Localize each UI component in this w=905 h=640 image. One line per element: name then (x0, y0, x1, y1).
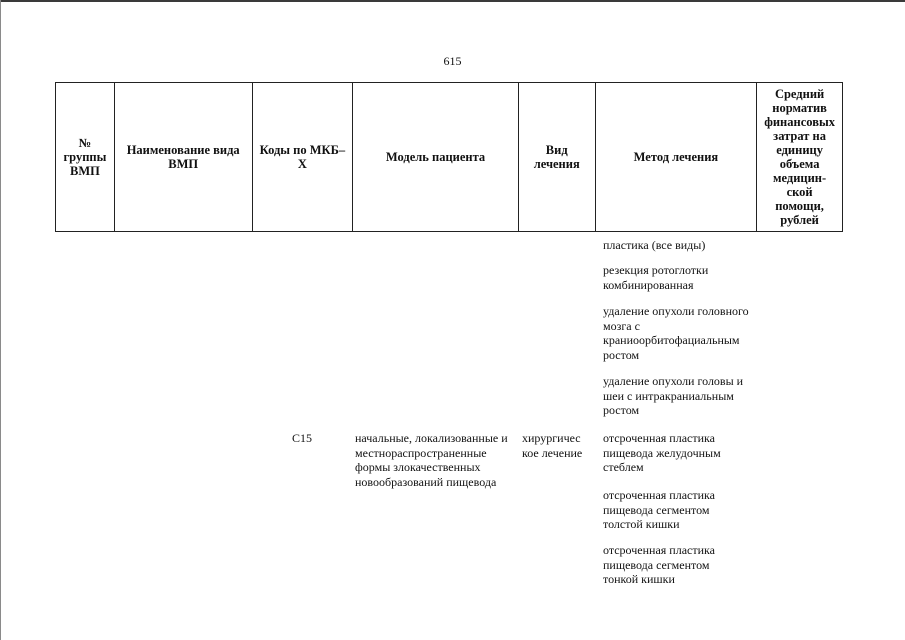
method-item: пластика (все виды) (603, 238, 706, 252)
method-item: отсроченная пластика пищевода сегментом толстой кишки (603, 488, 716, 531)
header-cost-standard: Средний норматив финансовых затрат на единицу объема медицин-ской помощи, рублей (764, 87, 835, 227)
header-group-number: № группы ВМП (56, 83, 115, 231)
method-item: отсроченная пластика пищевода сегментом тонкой кишки (603, 543, 716, 586)
scan-edge-top (0, 0, 905, 2)
method-item: удаление опухоли головы и шеи с интракраниальным ростом (603, 374, 744, 417)
header-vmp-name: Наименование вида ВМП (115, 83, 253, 231)
page-number: 615 (443, 54, 462, 68)
icd-code: C15 (292, 431, 313, 445)
method-item: удаление опухоли головного мозга с краниоорбитофациальным ростом (603, 304, 749, 362)
header-patient-model: Модель пациента (353, 83, 519, 231)
treatment-type: хирургичес кое лечение (522, 431, 583, 460)
header-treatment-type: Вид лечения (519, 83, 596, 231)
patient-model: начальные, локализованные и местнораспространенные формы злокачественных новообразований пищевода (355, 431, 508, 489)
scan-edge-left (0, 0, 1, 640)
table-header (55, 82, 843, 232)
header-treatment-method: Метод лечения (596, 83, 758, 231)
header-icd-codes: Коды по МКБ–Х (253, 83, 354, 231)
method-item: отсроченная пластика пищевода желудочным стеблем (603, 431, 721, 474)
method-item: резекция ротоглотки комбинированная (603, 263, 709, 292)
